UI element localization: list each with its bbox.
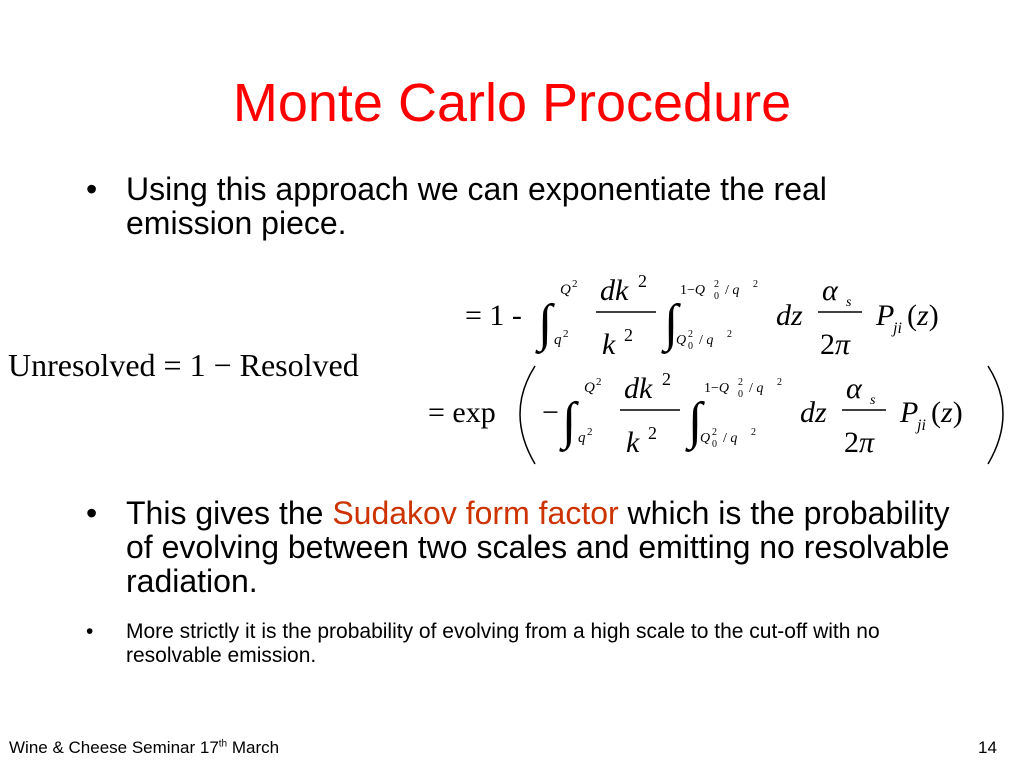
svg-text:= 1 -: = 1 - [465,299,522,332]
svg-text:0: 0 [714,291,719,302]
svg-text:0: 0 [712,439,717,450]
svg-text:s: s [846,295,852,310]
svg-text:/ q: / q [723,431,738,446]
svg-text:∫: ∫ [688,393,703,450]
svg-text:2: 2 [624,325,633,345]
svg-text:dk: dk [600,274,629,307]
svg-text:1−Q: 1−Q [704,381,730,396]
equation-lhs: Unresolved = 1 − Resolved [8,347,359,383]
svg-text:2: 2 [563,328,569,340]
svg-text:0: 0 [688,341,693,352]
svg-text:q: q [578,430,586,446]
svg-text:∫: ∫ [538,295,553,352]
svg-text:Q: Q [584,380,595,396]
svg-text:k: k [626,426,640,459]
footer-date-suffix: th [218,738,228,750]
sudakov-term: Sudakov form factor [332,495,619,531]
bullet-text [126,496,956,598]
svg-text:2: 2 [777,377,782,388]
bullet-text-start: This gives the [126,495,333,531]
svg-text:P: P [876,299,895,332]
svg-text:2: 2 [751,427,756,438]
svg-text:2: 2 [712,427,717,438]
svg-text:/ q: / q [749,381,764,396]
svg-text:2: 2 [596,376,602,388]
svg-text:= exp: = exp [428,396,496,429]
svg-text:1−Q: 1−Q [680,283,706,298]
svg-text:∫: ∫ [562,393,577,450]
page-number: 14 [978,738,997,757]
svg-text:ji: ji [893,320,902,337]
svg-text:−: − [542,396,559,429]
svg-text:s: s [870,393,876,408]
svg-text:Q: Q [560,282,571,298]
svg-text:Q: Q [676,333,687,348]
svg-text:(z): (z) [931,396,963,429]
svg-text:2: 2 [753,279,758,290]
svg-text:2: 2 [572,278,578,290]
svg-text:∫: ∫ [664,295,679,352]
svg-text:2: 2 [688,329,693,340]
svg-text:/ q: / q [699,333,714,348]
svg-text:2π: 2π [844,426,875,459]
svg-text:/ q: / q [725,283,740,298]
svg-text:0: 0 [738,389,743,400]
svg-text:2: 2 [727,329,732,340]
bullet-marker: • [86,171,98,207]
svg-text:2: 2 [662,369,671,389]
svg-text:α: α [822,274,838,307]
svg-text:2: 2 [714,279,719,290]
bullet-text-end: which is the probability of evolving between two scales and emitting no resolvable radiation. [126,495,950,599]
slide-title: Monte Carlo Procedure [232,73,792,133]
svg-text:2: 2 [587,426,593,438]
svg-text:dz: dz [800,396,827,429]
svg-text:2: 2 [638,271,647,291]
svg-text:k: k [602,328,616,361]
footer-seminar-name: Wine & Cheese Seminar 17 [9,738,219,757]
subbullet-text: More strictly it is the probability of evolving from a high scale to the cut-off with no resolvable emission. [126,620,880,667]
footer-month: March [227,738,280,757]
bullet-marker: • [86,620,94,643]
svg-text:2π: 2π [820,328,851,361]
footer-seminar [9,738,279,758]
svg-text:q: q [554,332,562,348]
svg-text:dk: dk [624,372,653,405]
svg-text:P: P [900,396,919,429]
svg-text:ji: ji [917,417,926,434]
svg-text:dz: dz [776,299,803,332]
svg-text:2: 2 [738,377,743,388]
svg-text:(z): (z) [907,299,939,332]
svg-text:α: α [846,372,862,405]
svg-text:Q: Q [700,431,711,446]
svg-text:2: 2 [648,423,657,443]
bullet-text: Using this approach we can exponentiate the real emission piece. [126,171,827,241]
sudakov-equation [0,255,1024,480]
bullet-marker: • [86,495,98,531]
